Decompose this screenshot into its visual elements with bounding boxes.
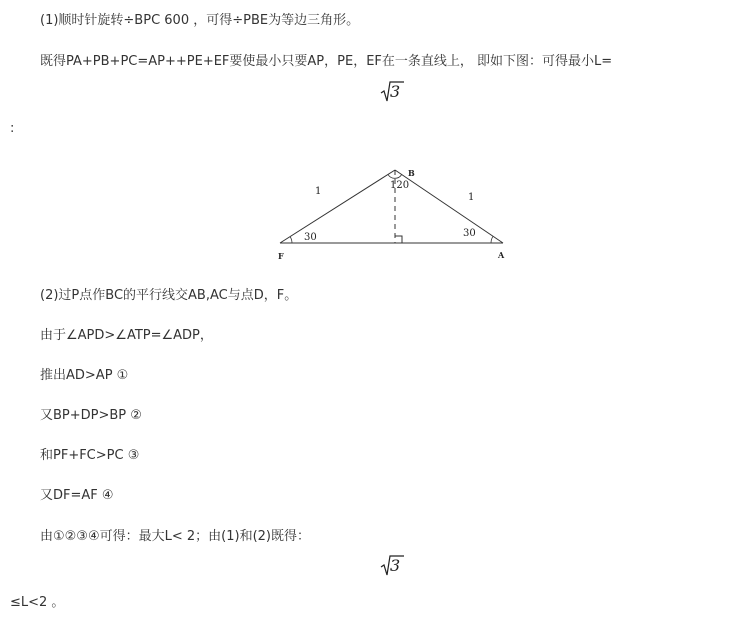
triangle-diagram: [270, 160, 520, 265]
text-line-9: 又DF=AF ④: [40, 488, 114, 503]
sqrt-value: 3: [390, 556, 401, 575]
text-line-6: 推出AD>AP ①: [40, 368, 129, 383]
text-line-7: 又BP+DP>BP ②: [40, 408, 142, 423]
vertex-b-label: B: [408, 168, 415, 178]
sqrt-formula-1: [380, 80, 404, 104]
angle-arc-left: [290, 237, 292, 243]
angle-right-label: 30: [463, 228, 476, 239]
text-line-1: (1)顺时针旋转÷BPC 600 ，可得÷PBE为等边三角形。: [40, 13, 360, 28]
text-line-10: 由①②③④可得：最大L< 2；由(1)和(2)既得：: [40, 529, 310, 544]
sqrt-formula-2: [380, 554, 404, 578]
text-line-8: 和PF+FC>PC ③: [40, 448, 140, 463]
sqrt-value: 3: [390, 82, 401, 101]
angle-arc-right: [491, 236, 493, 243]
text-line-2: 既得PA+PB+PC=AP++PE+EF要使最小只要AP，PE，EF在一条直线上， 即如下图：可得最小L=: [40, 54, 613, 69]
side-ba: [395, 170, 503, 243]
angle-left-label: 30: [304, 232, 317, 243]
vertex-f-label: F: [278, 251, 284, 261]
angle-top-label: 120: [390, 180, 410, 191]
text-line-3: :: [10, 121, 15, 136]
text-line-11: ≤L<2 。: [10, 595, 65, 610]
text-line-4: (2)过P点作BC的平行线交AB,AC与点D，F。: [40, 288, 298, 303]
vertex-a-label: A: [498, 250, 505, 260]
text-line-5: 由于∠APD>∠ATP=∠ADP，: [40, 328, 213, 343]
side-fb: [280, 170, 395, 243]
right-angle-mark: [395, 236, 402, 243]
side-left-label: 1: [315, 186, 322, 197]
side-right-label: 1: [468, 192, 475, 203]
